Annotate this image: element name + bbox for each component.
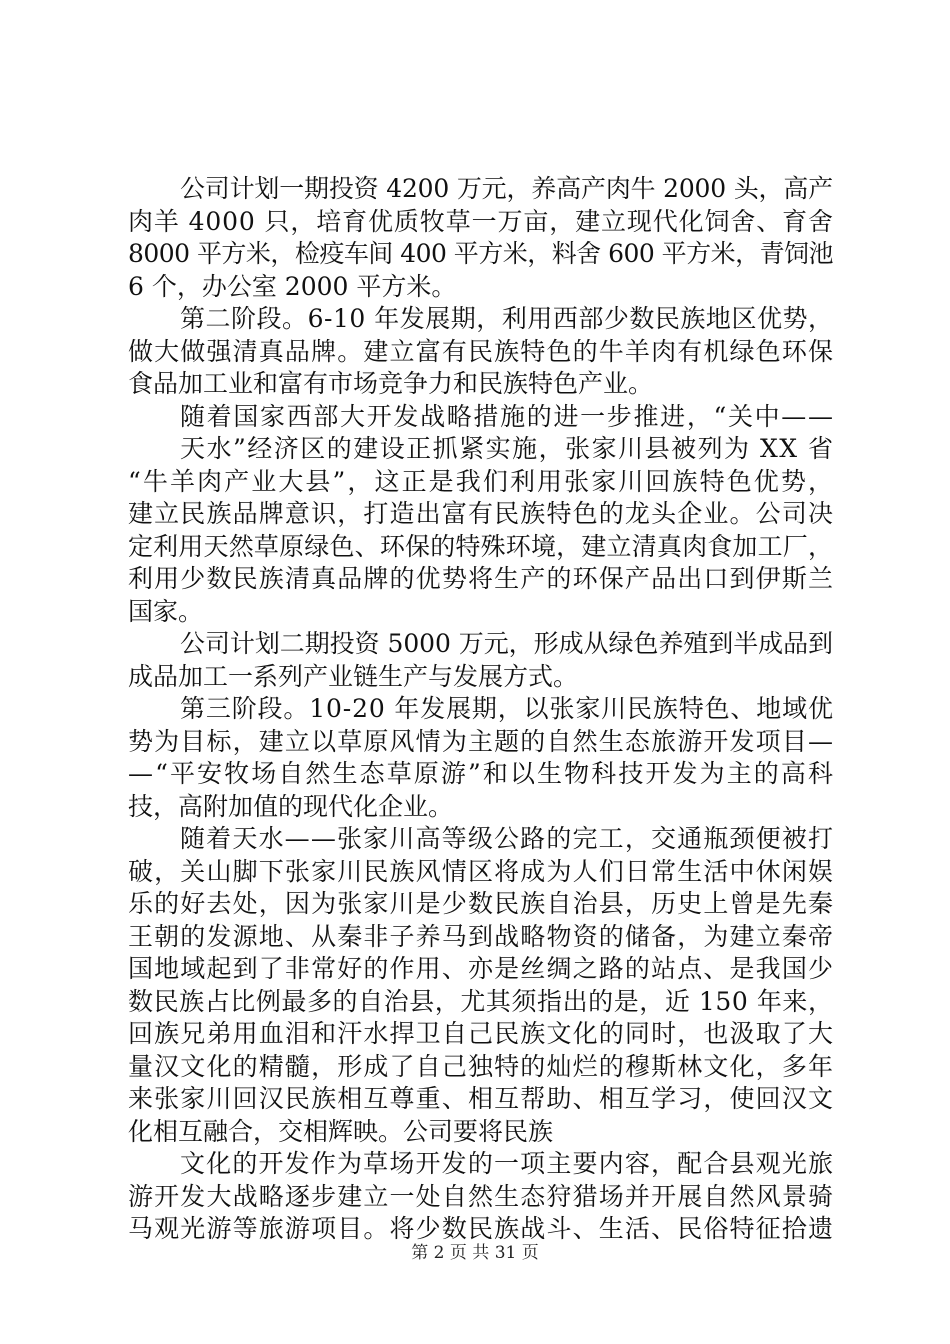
text-line: 第二阶段。6-10 年发展期，利用西部少数民族地区优势， (180, 304, 834, 333)
text-line: 随着国家西部大开发战略措施的进一步推进，“关中—— (180, 401, 835, 431)
document-body (128, 173, 836, 1246)
text-line: 来张家川回汉民族相互尊重、相互帮助、相互学习，使回汉文 (128, 1084, 835, 1113)
text-line: 建立民族品牌意识，打造出富有民族特色的龙头企业。公司决 (128, 499, 835, 528)
text-line: 第三阶段。10-20 年发展期，以张家川民族特色、地域优 (180, 694, 834, 723)
text-line: 数民族占比例最多的自治县，尤其须指出的是，近 150 年来， (128, 986, 834, 1016)
text-line: 乐的好去处，因为张家川是少数民族自治县，历史上曾是先秦 (128, 889, 835, 918)
text-line: 做大做强清真品牌。建立富有民族特色的牛羊肉有机绿色环保 (128, 336, 835, 366)
text-line: 回族兄弟用血泪和汗水捍卫自己民族文化的同时，也汲取了大 (128, 1019, 835, 1048)
text-line: 肉羊 4000 只，培育优质牧草一万亩，建立现代化饲舍、育舍 (128, 206, 834, 236)
text-line: 王朝的发源地、从秦非子养马到战略物资的储备，为建立秦帝 (128, 921, 835, 951)
text-line: 天水”经济区的建设正抓紧实施，张家川县被列为 XX 省 (180, 434, 835, 463)
text-line: 国家。 (128, 596, 204, 626)
text-line: 6 个，办公室 2000 平方米。 (128, 271, 457, 301)
text-line: 随着天水——张家川高等级公路的完工，交通瓶颈便被打 (180, 824, 835, 853)
text-line: 文化的开发作为草场开发的一项主要内容，配合县观光旅 (180, 1149, 835, 1178)
text-line: 定利用天然草原绿色、环保的特殊环境，建立清真肉食加工厂， (128, 531, 834, 561)
text-line: 破，关山脚下张家川民族风情区将成为人们日常生活中休闲娱 (128, 856, 835, 886)
text-line: —“平安牧场自然生态草原游”和以生物科技开发为主的高科 (128, 759, 836, 788)
text-line: 利用少数民族清真品牌的优势将生产的环保产品出口到伊斯兰 (128, 564, 835, 593)
text-line: 公司计划一期投资 4200 万元，养高产肉牛 2000 头，高产 (180, 174, 833, 203)
text-line: 公司计划二期投资 5000 万元，形成从绿色养殖到半成品到 (180, 629, 833, 658)
text-line: 8000 平方米，检疫车间 400 平方米，料舍 600 平方米，青饲池 (128, 239, 833, 268)
text-line: 马观光游等旅游项目。将少数民族战斗、生活、民俗特征拾遗 (128, 1214, 835, 1243)
page-footer: 第 2 页 共 31 页 (411, 1243, 539, 1263)
text-line: 量汉文化的精髓，形成了自己独特的灿烂的穆斯林文化，多年 (128, 1051, 835, 1081)
text-line: 势为目标，建立以草原风情为主题的自然生态旅游开发项目— (128, 726, 835, 756)
text-line: 游开发大战略逐步建立一处自然生态狩猎场并开展自然风景骑 (128, 1181, 835, 1211)
text-line: “牛羊肉产业大县”，这正是我们利用张家川回族特色优势， (128, 466, 836, 496)
text-line: 技，高附加值的现代化企业。 (128, 791, 454, 821)
text-line: 国地域起到了非常好的作用、亦是丝绸之路的站点、是我国少 (128, 954, 835, 983)
text-line: 化相互融合，交相辉映。公司要将民族 (128, 1116, 554, 1146)
text-line: 食品加工业和富有市场竞争力和民族特色产业。 (128, 369, 654, 398)
text-line: 成品加工一系列产业链生产与发展方式。 (128, 661, 579, 691)
